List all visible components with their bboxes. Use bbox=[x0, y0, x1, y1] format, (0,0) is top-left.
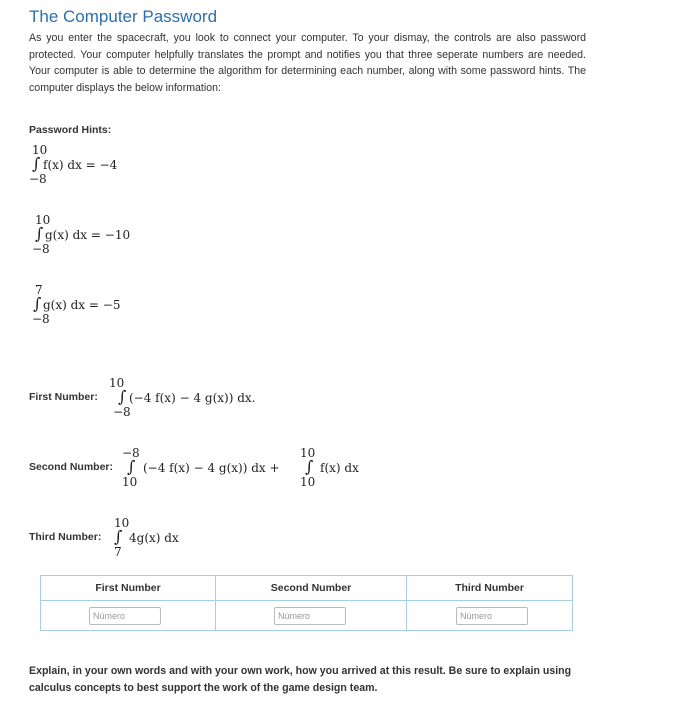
second-number-cell bbox=[216, 601, 407, 631]
integral-sign: ∫ bbox=[114, 527, 123, 546]
second-expression-2: f(x) dx bbox=[320, 461, 359, 475]
second-lower-limit-2: 10 bbox=[300, 475, 316, 489]
intro-paragraph: As you enter the spacecraft, you look to connect your computer. To your dismay, the controls are also password protected. Your computer helpfully translates the prompt and notifies you that three seperate numbers are needed. Your computer is able to determine the algorithm for determining each number, along with some password hints. The computer displays the below information: bbox=[29, 32, 586, 94]
hint-3-lower-limit: −8 bbox=[32, 312, 50, 326]
hint-2-lower-limit: −8 bbox=[32, 242, 50, 256]
third-lower-limit: 7 bbox=[114, 545, 122, 559]
second-number-header: Second Number bbox=[216, 576, 407, 601]
hint-1-lower-limit: −8 bbox=[29, 172, 47, 186]
integral-sign: ∫ bbox=[35, 224, 44, 243]
answer-table-input-row bbox=[41, 601, 573, 631]
integral-sign: ∫ bbox=[305, 457, 314, 476]
first-lower-limit: −8 bbox=[113, 405, 131, 419]
third-expression: 4g(x) dx bbox=[129, 531, 179, 545]
third-upper-limit: 10 bbox=[114, 516, 130, 530]
second-expression-1: (−4 f(x) − 4 g(x)) dx + bbox=[143, 461, 280, 475]
hint-1-upper-limit: 10 bbox=[32, 143, 48, 157]
second-upper-limit-1: −8 bbox=[122, 446, 140, 460]
first-number-label: First Number: bbox=[29, 391, 98, 403]
hint-1-expression: f(x) dx = −4 bbox=[43, 158, 118, 172]
first-expression: (−4 f(x) − 4 g(x)) dx. bbox=[129, 391, 256, 405]
second-lower-limit-1: 10 bbox=[122, 475, 138, 489]
hint-3-upper-limit: 7 bbox=[35, 283, 43, 297]
first-number-cell bbox=[41, 601, 216, 631]
answer-table-header-row bbox=[41, 576, 573, 601]
second-upper-limit-2: 10 bbox=[300, 446, 316, 460]
explain-instructions: Explain, in your own words and with your own work, how you arrived at this result. Be sure to explain using calculus concepts to best support the work of the game design team. bbox=[29, 665, 572, 694]
second-number-input[interactable] bbox=[274, 607, 346, 625]
hint-2-expression: g(x) dx = −10 bbox=[45, 228, 131, 242]
third-number-header: Third Number bbox=[407, 576, 573, 601]
third-number-input[interactable] bbox=[456, 607, 528, 625]
page-title: The Computer Password bbox=[29, 7, 218, 26]
second-number-label: Second Number: bbox=[29, 461, 114, 473]
hints-label: Password Hints: bbox=[29, 124, 112, 136]
third-number-label: Third Number: bbox=[29, 531, 102, 543]
hint-2-upper-limit: 10 bbox=[35, 213, 51, 227]
first-number-header: First Number bbox=[41, 576, 216, 601]
third-number-cell bbox=[407, 601, 573, 631]
integral-sign: ∫ bbox=[118, 387, 127, 406]
integral-sign: ∫ bbox=[33, 294, 42, 313]
first-upper-limit: 10 bbox=[109, 376, 125, 390]
first-number-input[interactable] bbox=[89, 607, 161, 625]
integral-sign: ∫ bbox=[127, 457, 136, 476]
hint-3-expression: g(x) dx = −5 bbox=[43, 298, 121, 312]
answer-table bbox=[40, 575, 573, 631]
integral-sign: ∫ bbox=[32, 154, 41, 173]
